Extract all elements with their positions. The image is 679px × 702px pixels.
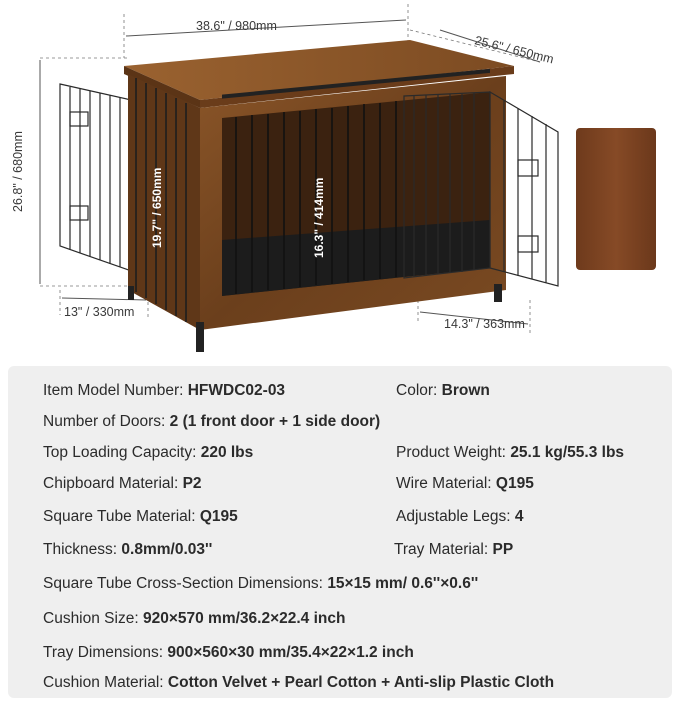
spec-square-tube bbox=[43, 508, 238, 526]
spec-weight bbox=[396, 444, 624, 462]
spec-value: PP bbox=[492, 541, 514, 558]
spec-value: Cotton Velvet + Pearl Cotton + Anti-slip Plastic Cloth bbox=[167, 674, 555, 691]
spec-legs bbox=[396, 508, 524, 526]
spec-value: 900×560×30 mm/35.4×22×1.2 inch bbox=[167, 644, 414, 661]
spec-value: HFWDC02-03 bbox=[187, 382, 286, 399]
spec-cushion-size bbox=[43, 610, 345, 628]
spec-value: Q195 bbox=[199, 508, 238, 525]
spec-value: 4 bbox=[514, 508, 524, 525]
spec-label: Thickness: bbox=[43, 541, 118, 558]
spec-label: Cushion Material: bbox=[43, 674, 164, 691]
spec-value: 0.8mm/0.03'' bbox=[121, 541, 213, 558]
spec-value: 920×570 mm/36.2×22.4 inch bbox=[142, 610, 346, 627]
spec-label: Square Tube Material: bbox=[43, 508, 196, 525]
spec-color bbox=[396, 382, 490, 400]
cushion-image bbox=[576, 128, 656, 270]
spec-label: Tray Dimensions: bbox=[43, 644, 164, 661]
spec-value: Q195 bbox=[495, 475, 534, 492]
door-height-label: 16.3" / 414mm bbox=[312, 177, 326, 258]
spec-chipboard bbox=[43, 475, 202, 493]
spec-label: Tray Material: bbox=[394, 541, 489, 558]
spec-top-loading bbox=[43, 444, 253, 462]
depth-label: 25.6" / 650mm bbox=[473, 33, 556, 67]
spec-value: 220 lbs bbox=[200, 444, 254, 461]
spec-value: Brown bbox=[441, 382, 490, 399]
side-door-width-label: 13" / 330mm bbox=[64, 305, 135, 319]
spec-label: Square Tube Cross-Section Dimensions: bbox=[43, 575, 323, 592]
spec-label: Top Loading Capacity: bbox=[43, 444, 197, 461]
spec-label: Item Model Number: bbox=[43, 382, 184, 399]
front-door-width-label: 14.3" / 363mm bbox=[444, 317, 525, 331]
inner-height-label: 19.7" / 650mm bbox=[150, 167, 164, 248]
spec-cushion-material bbox=[43, 674, 554, 692]
spec-label: Color: bbox=[396, 382, 438, 399]
spec-label: Adjustable Legs: bbox=[396, 508, 511, 525]
spec-thickness bbox=[43, 541, 212, 559]
spec-value: 2 (1 front door + 1 side door) bbox=[169, 413, 381, 430]
spec-tray-dimensions bbox=[43, 644, 414, 662]
spec-value: P2 bbox=[182, 475, 202, 492]
spec-doors bbox=[43, 413, 380, 431]
spec-value: 15×15 mm/ 0.6''×0.6'' bbox=[327, 575, 479, 592]
spec-wire bbox=[396, 475, 534, 493]
spec-model bbox=[43, 382, 285, 400]
spec-tray-material bbox=[394, 541, 513, 559]
spec-value: 25.1 kg/55.3 lbs bbox=[510, 444, 625, 461]
spec-label: Product Weight: bbox=[396, 444, 506, 461]
spec-cross-section bbox=[43, 575, 478, 593]
spec-label: Chipboard Material: bbox=[43, 475, 179, 492]
spec-label: Wire Material: bbox=[396, 475, 492, 492]
spec-label: Number of Doors: bbox=[43, 413, 166, 430]
width-label: 38.6" / 980mm bbox=[196, 19, 277, 33]
height-label: 26.8" / 680mm bbox=[11, 131, 25, 212]
spec-label: Cushion Size: bbox=[43, 610, 139, 627]
